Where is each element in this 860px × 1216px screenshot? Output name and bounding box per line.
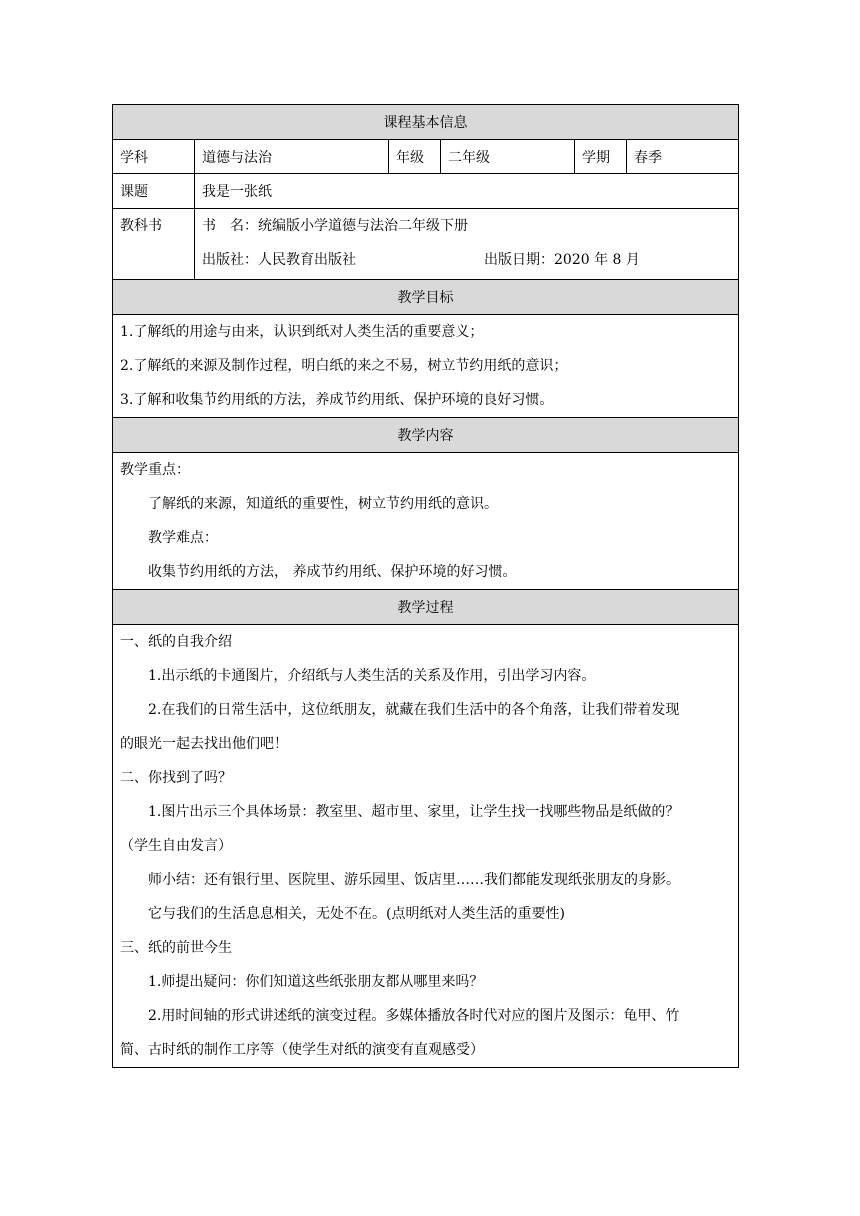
teaching-goals-header: 教学目标 (113, 280, 739, 315)
subject-value: 道德与法治 (195, 140, 389, 174)
key-points-text: 了解纸的来源，知道纸的重要性，树立节约用纸的意识。 (148, 496, 498, 512)
goal-item: 2.了解纸的来源及制作过程，明白纸的来之不易，树立节约用纸的意识； (120, 358, 568, 374)
key-points-label: 教学重点： (120, 462, 190, 478)
paragraph: 1.图片出示三个具体场景：教室里、超市里、家里，让学生找一找哪些物品是纸做的？ (148, 804, 680, 820)
goal-item: 3.了解和收集节约用纸的方法，养成节约用纸、保护环境的良好习惯。 (120, 392, 554, 408)
textbook-publish-date: 出版日期：2020 年 8 月 (484, 252, 640, 268)
paragraph-continuation: 简、古时纸的制作工序等（使学生对纸的演变有直观感受） (120, 1042, 484, 1058)
paragraph-continuation: 的眼光一起去找出他们吧！ (120, 736, 288, 752)
teaching-process-body (113, 625, 739, 1068)
section-title: 三、纸的前世今生 (120, 940, 232, 956)
textbook-publisher: 出版社：人民教育出版社 (202, 252, 356, 268)
paragraph: 师小结：还有银行里、医院里、游乐园里、饭店里……我们都能发现纸张朋友的身影。 (148, 872, 680, 888)
paragraph: 1.师提出疑问：你们知道这些纸张朋友都从哪里来吗？ (148, 974, 484, 990)
paragraph: 2.在我们的日常生活中，这位纸朋友，就藏在我们生活中的各个角落，让我们带着发现 (148, 702, 680, 718)
section-title: 二、你找到了吗？ (120, 770, 232, 786)
term-label: 学期 (575, 140, 627, 174)
paragraph-continuation: （学生自由发言） (120, 838, 232, 854)
paragraph: 2.用时间轴的形式讲述纸的演变过程。多媒体播放各时代对应的图片及图示：龟甲、竹 (148, 1008, 680, 1024)
teaching-content-header: 教学内容 (113, 418, 739, 453)
difficulty-text: 收集节约用纸的方法， 养成节约用纸、保护环境的好习惯。 (148, 564, 517, 580)
textbook-details (195, 209, 739, 280)
teaching-goals-list (113, 315, 739, 418)
teaching-content-body (113, 453, 739, 590)
teaching-process-header: 教学过程 (113, 590, 739, 625)
paragraph: 1.出示纸的卡通图片，介绍纸与人类生活的关系及作用，引出学习内容。 (148, 668, 596, 684)
topic-label: 课题 (113, 174, 195, 209)
difficulty-label: 教学难点： (148, 530, 218, 546)
goal-item: 1.了解纸的用途与由来，认识到纸对人类生活的重要意义； (120, 324, 484, 340)
grade-label: 年级 (389, 140, 441, 174)
term-value: 春季 (627, 140, 739, 174)
section-title: 一、纸的自我介绍 (120, 634, 232, 650)
grade-value: 二年级 (441, 140, 575, 174)
topic-value: 我是一张纸 (195, 174, 739, 209)
subject-label: 学科 (113, 140, 195, 174)
paragraph: 它与我们的生活息息相关，无处不在。(点明纸对人类生活的重要性) (148, 906, 565, 922)
textbook-label: 教科书 (113, 209, 195, 280)
lesson-plan-table (112, 104, 739, 1068)
course-info-header: 课程基本信息 (113, 105, 739, 140)
textbook-name: 书 名：统编版小学道德与法治二年级下册 (202, 218, 468, 234)
